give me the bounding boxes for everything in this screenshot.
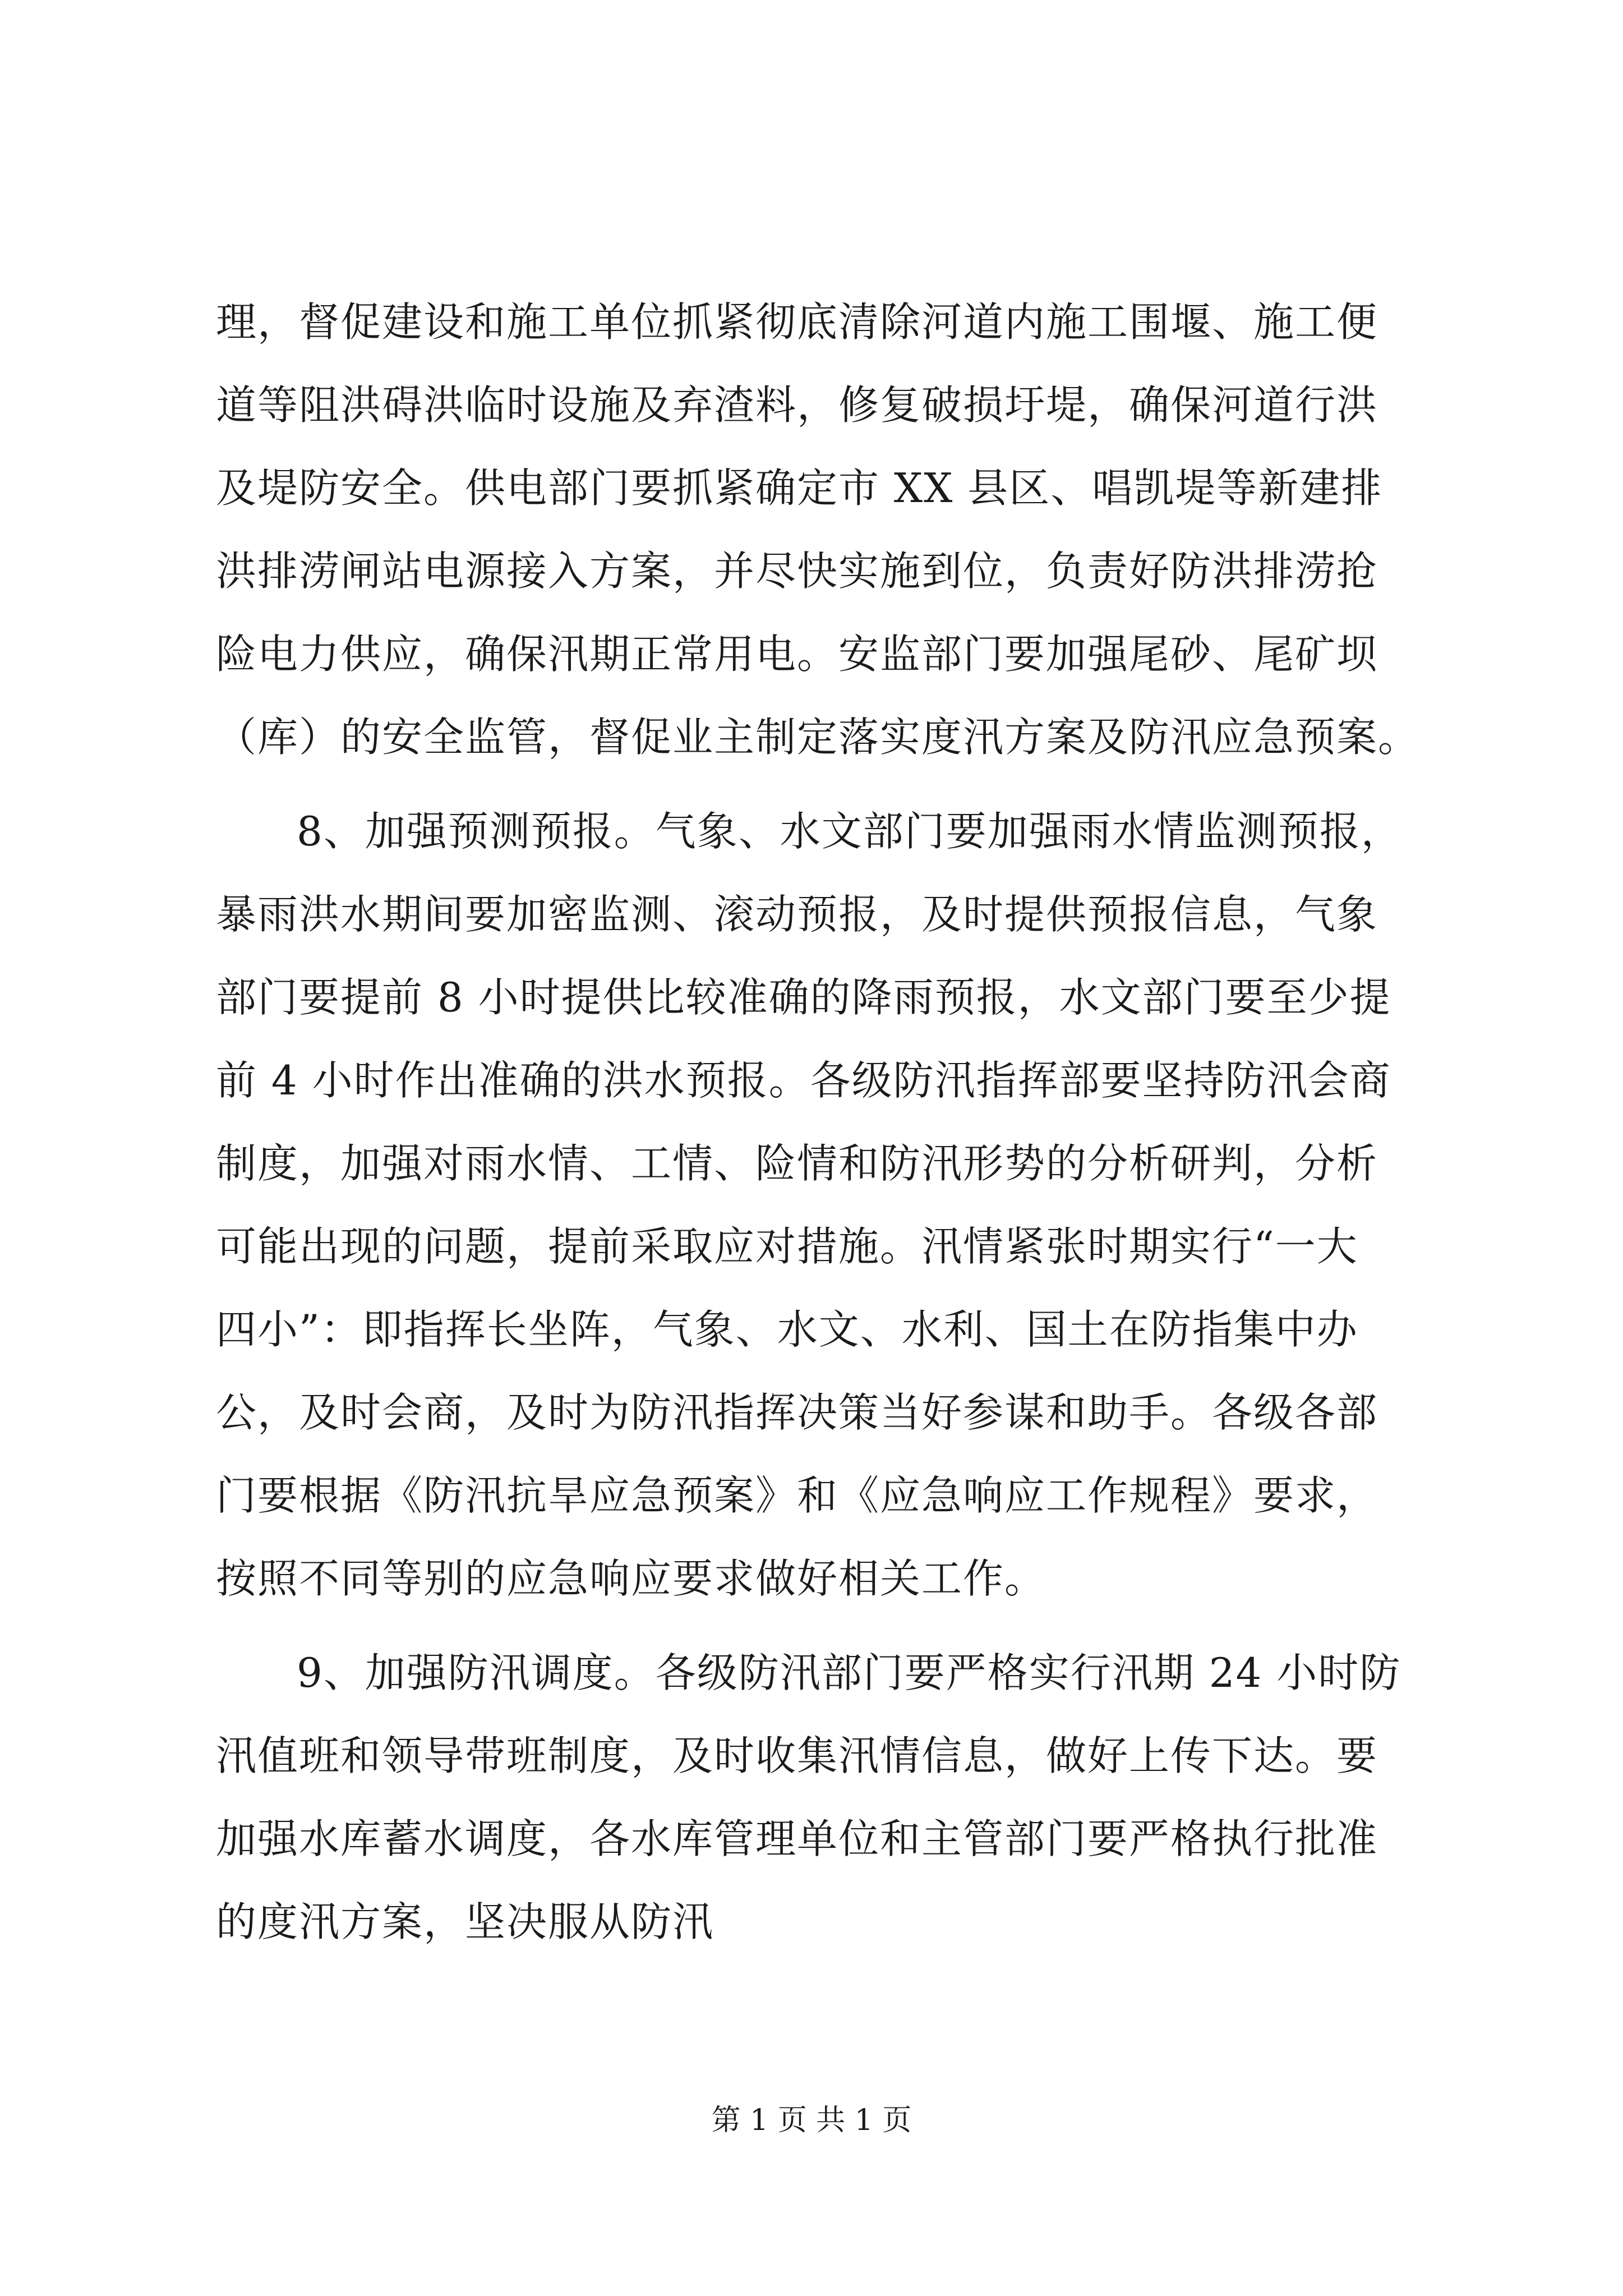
text-line: （库）的安全监管，督促业主制定落实度汛方案及防汛应急预案。 [216, 714, 1420, 761]
text-line: 门要根据《防汛抗旱应急预案》和《应急响应工作规程》要求， [216, 1472, 1378, 1519]
text-line: 可能出现的问题，提前采取应对措施。汛情紧张时期实行“一大 [216, 1223, 1358, 1270]
text-line: 理，督促建设和施工单位抓紧彻底清除河道内施工围堰、施工便 [216, 298, 1378, 346]
text-line: 按照不同等别的应急响应要求做好相关工作。 [216, 1555, 1046, 1602]
text-line: 险电力供应，确保汛期正常用电。安监部门要加强尾砂、尾矿坝 [216, 631, 1378, 678]
text-line: 道等阻洪碍洪临时设施及弃渣料，修复破损圩堤，确保河道行洪 [216, 381, 1378, 429]
text-line: 暴雨洪水期间要加密监测、滚动预报，及时提供预报信息，气象 [216, 891, 1378, 938]
page-number-footer: 第 1 页 共 1 页 [711, 2104, 912, 2137]
text-line: 8、加强预测预报。气象、水文部门要加强雨水情监测预报， [297, 808, 1403, 855]
text-line: 部门要提前 8 小时提供比较准确的降雨预报，水文部门要至少提 [216, 974, 1391, 1021]
text-line: 前 4 小时作出准确的洪水预报。各级防汛指挥部要坚持防汛会商 [216, 1057, 1391, 1104]
paragraph-3 [216, 1631, 1427, 1963]
text-line: 加强水库蓄水调度，各水库管理单位和主管部门要严格执行批准 [216, 1815, 1378, 1862]
text-line: 公，及时会商，及时为防汛指挥决策当好参谋和助手。各级各部 [216, 1389, 1378, 1436]
paragraph-2 [216, 790, 1427, 1620]
text-line: 及堤防安全。供电部门要抓紧确定市 XX 县区、唱凯堤等新建排 [216, 464, 1383, 512]
paragraph-gap [216, 779, 1427, 790]
text-line: 9、加强防汛调度。各级防汛部门要严格实行汛期 24 小时防 [297, 1649, 1401, 1696]
paragraph-gap [216, 1620, 1427, 1631]
text-line: 制度，加强对雨水情、工情、险情和防汛形势的分析研判，分析 [216, 1140, 1378, 1187]
text-line: 的度汛方案，坚决服从防汛 [216, 1898, 714, 1945]
text-line: 洪排涝闸站电源接入方案，并尽快实施到位，负责好防洪排涝抢 [216, 547, 1378, 595]
text-line: 汛值班和领导带班制度，及时收集汛情信息，做好上传下达。要 [216, 1732, 1378, 1779]
text-line: 四小”：即指挥长坐阵，气象、水文、水利、国土在防指集中办 [216, 1306, 1358, 1353]
paragraph-1 [216, 280, 1427, 779]
document-body [216, 280, 1427, 1963]
